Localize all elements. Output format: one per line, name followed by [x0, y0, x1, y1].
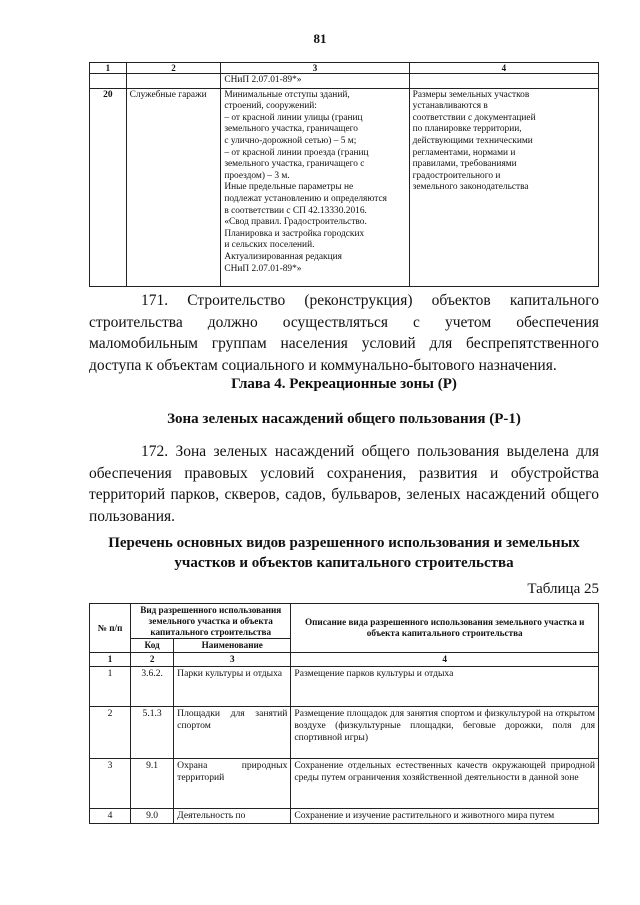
table-row	[90, 758, 599, 808]
params-line: СНиП 2.07.01-89*»	[224, 263, 302, 274]
row-name: Площадки для занятий спортом	[174, 706, 291, 758]
row-desc: Сохранение отдельных естественных качеств окружающей природной среды путем ограничения хозяйственной деятельности в данной зоне	[291, 758, 599, 808]
row-code: 9.1	[131, 758, 174, 808]
sizes-line: действующими техническими	[412, 135, 533, 146]
row-name: Деятельность по	[174, 808, 291, 823]
page-number: 81	[313, 31, 327, 46]
params-line: с улично-дорожной сетью) – 5 м;	[224, 135, 357, 146]
sizes-line: регламентами, нормами и	[412, 147, 516, 158]
row-number: 2	[90, 706, 131, 758]
params-line: – от красной линии проезда (границ	[224, 147, 369, 158]
table-continuation	[89, 62, 599, 287]
paragraph-172-text: 172. Зона зеленых насаждений общего пользования выделена для обеспечения правовых условий сохранения, развития и обустройства территорий парков, скверов, садов, бульваров, зеленых насаждений общего пользования.	[89, 443, 599, 525]
table-25	[89, 603, 599, 824]
table-column-numbers	[90, 653, 599, 667]
row-number: 3	[90, 758, 131, 808]
row-number: 20	[90, 88, 127, 286]
table-header-row	[90, 604, 599, 639]
row-name: Парки культуры и отдыха	[174, 666, 291, 706]
params-line: Планировка и застройка городских	[224, 228, 365, 239]
params-line: земельного участка, граничащего с	[224, 159, 365, 170]
col-number: 1	[90, 63, 127, 74]
params-line: в соответствии с СП 42.13330.2016.	[224, 205, 367, 216]
params-line: подлежат установлению и определяются	[224, 193, 387, 204]
row-number: 1	[90, 666, 131, 706]
table-row	[90, 74, 599, 89]
col-number: 4	[291, 653, 599, 667]
table-row	[90, 706, 599, 758]
sizes-line: земельного законодательства	[412, 182, 529, 193]
table-row	[90, 666, 599, 706]
params-line: «Свод правил. Градостроительство.	[224, 217, 367, 228]
col-number: 2	[131, 653, 174, 667]
header-code: Код	[131, 639, 174, 653]
table-row	[90, 808, 599, 823]
sizes-line: соответствии с документацией	[412, 112, 536, 123]
params-line: проездом) – 3 м.	[224, 170, 290, 181]
col-number: 1	[90, 653, 131, 667]
params-line: Актуализированная редакция	[224, 251, 342, 262]
row-name: Служебные гаражи	[126, 88, 221, 286]
params-line: строений, сооружений:	[224, 101, 317, 112]
paragraph-171	[89, 290, 599, 376]
table-caption: Таблица 25	[527, 581, 599, 597]
list-title-line1: Перечень основных видов разрешенного использования и земельных	[108, 535, 580, 551]
params-line: и сельских поселений.	[224, 240, 315, 251]
col-number: 4	[409, 63, 598, 74]
params-line: Иные предельные параметры не	[224, 182, 354, 193]
header-kind: Вид разрешенного использования земельного участка и объекта капитального строительства	[131, 604, 291, 639]
paragraph-172	[89, 441, 599, 527]
row-desc: Размещение парков культуры и отдыха	[291, 666, 599, 706]
zone-title: Зона зеленых насаждений общего пользования (Р-1)	[167, 411, 521, 427]
col-number: 2	[126, 63, 221, 74]
header-name: Наименование	[174, 639, 291, 653]
sizes-line: устанавливаются в	[412, 101, 488, 112]
params-line: Минимальные отступы зданий,	[224, 89, 350, 100]
params-line: – от красной линии улицы (границ	[224, 112, 363, 123]
sizes-line: правилами, требованиями	[412, 159, 517, 170]
table-column-numbers	[90, 63, 599, 74]
paragraph-171-text: 171. Строительство (реконструкция) объектов капитального строительства должно осуществляться с учетом обеспечения маломобильным группам населения условий для беспрепятственного доступа к объектам социального и коммунально-бытового назначения.	[89, 292, 599, 374]
row-name: Охрана природных территорий	[174, 758, 291, 808]
sizes-line: по планировке территории,	[412, 124, 522, 135]
header-desc: Описание вида разрешенного использования земельного участка и объекта капитального строительства	[291, 604, 599, 653]
row-code: 3.6.2.	[131, 666, 174, 706]
header-num: № п/п	[90, 604, 131, 653]
row-code: 5.1.3	[131, 706, 174, 758]
list-title-line2: участков и объектов капитального строительства	[174, 555, 514, 571]
sizes-line: градостроительного и	[412, 170, 501, 181]
row-sizes	[409, 88, 598, 286]
row-params	[221, 88, 409, 286]
row-code: 9.0	[131, 808, 174, 823]
row-number: 4	[90, 808, 131, 823]
row-desc: Сохранение и изучение растительного и животного мира путем	[291, 808, 599, 823]
col-number: 3	[174, 653, 291, 667]
carry-over-cell: СНиП 2.07.01-89*»	[221, 74, 409, 89]
sizes-line: Размеры земельных участков	[412, 89, 530, 100]
params-line: земельного участка, граничащего	[224, 124, 358, 135]
table-row	[90, 88, 599, 286]
col-number: 3	[221, 63, 409, 74]
row-desc: Размещение площадок для занятия спортом и физкультурой на открытом воздухе (физкультурные площадки, беговые дорожки, поля для спортивной игры)	[291, 706, 599, 758]
chapter-title: Глава 4. Рекреационные зоны (Р)	[231, 376, 457, 392]
